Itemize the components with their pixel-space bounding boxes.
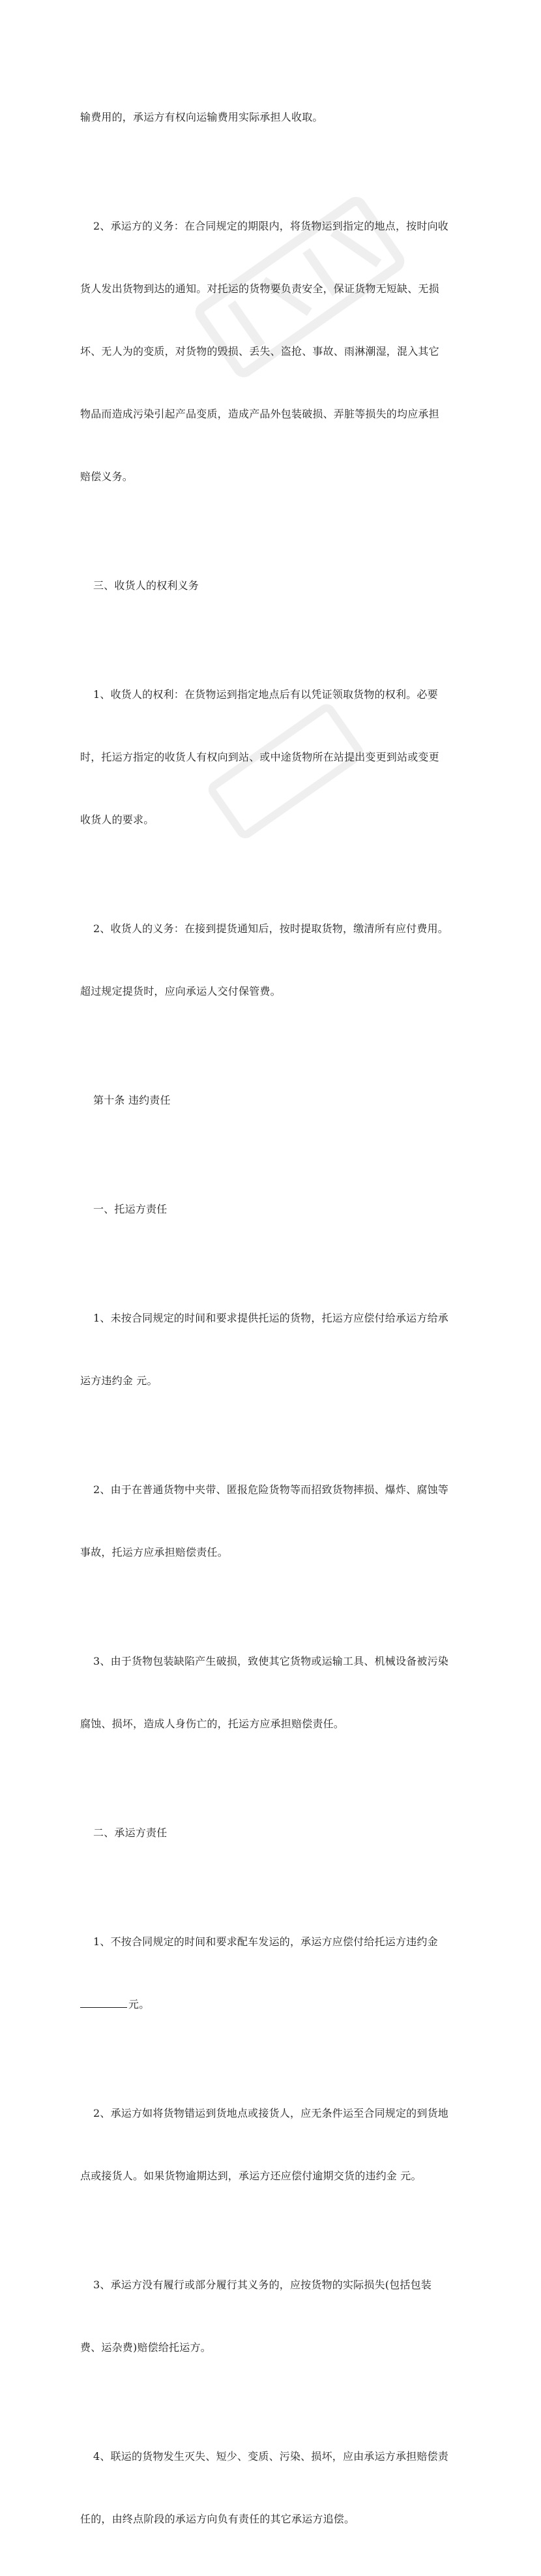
text-line: 第十条 违约责任 [93,1094,171,1106]
text-line: 费、运杂费)赔偿给托运方。 [80,2341,211,2354]
paragraph [80,877,465,1044]
text-line: 点或接货人。如果货物逾期达到，承运方还应偿付逾期交货的违约金 元。 [80,2170,422,2182]
paragraph [80,1266,465,1433]
text-line: 2、承运方如将货物错运到货地点或接货人，应无条件运至合同规定的到货地 [93,2107,448,2119]
text-line: 赔偿义务。 [80,470,134,483]
paragraph [80,174,465,529]
text-line: 超过规定提货时，应向承运人交付保管费。 [80,985,281,997]
text-line: 收货人的要求。 [80,813,154,826]
paragraph [80,643,465,872]
text-line: 三、收货人的权利义务 [93,579,199,592]
section-heading [80,1781,465,1885]
text-line: 4、联运的货物发生灭失、短少、变质、污染、损坏，应由承运方承担赔偿责 [93,2450,448,2462]
text-line: 2、收货人的义务：在接到提货通知后，按时提取货物，缴清所有应付费用。 [93,922,448,935]
paragraph [80,65,465,170]
text-line: 一、托运方责任 [93,1203,168,1215]
paragraph [80,2061,465,2228]
text-line: 任的，由终点阶段的承运方向负有责任的其它承运方追偿。 [80,2513,355,2525]
text-line: 1、未按合同规定的时间和要求提供托运的货物，托运方应偿付给承运方给承 [93,1312,448,1324]
article-heading [80,1048,465,1153]
paragraph [80,1438,465,1605]
text-line: 运方违约金 元。 [80,1374,158,1387]
text-line: 1、不按合同规定的时间和要求配车发运的，承运方应偿付给托运方违约金 [93,1935,438,1948]
text-line: 2、由于在普通货物中夹带、匿报危险货物等而招致货物摔损、爆炸、腐蚀等 [93,1483,448,1496]
section-heading [80,534,465,638]
text-line: 坏、无人为的变质，对货物的毁损、丢失、盗抢、事故、雨淋潮湿，混入其它 [80,345,439,357]
text-line: 腐蚀、损坏，造成人身伤亡的，托运方应承担赔偿责任。 [80,1718,345,1730]
paragraph [80,1609,465,1776]
blank-suffix: 元。 [128,1998,150,2010]
text-line: 3、承运方没有履行或部分履行其义务的，应按货物的实际损失(包括包装 [93,2279,432,2291]
document-body [80,65,465,2576]
text-line: 物品而造成污染引起产品变质，造成产品外包装破损、弄脏等损失的均应承担 [80,408,439,420]
blank-line [80,1994,465,2015]
text-line: 输费用的，承运方有权向运输费用实际承担人收取。 [80,111,323,123]
text-line: 货人发出货物到达的通知。对托运的货物要负责安全，保证货物无短缺、无损 [80,282,439,295]
fill-in-blank [80,1994,127,2008]
text-line: 事故，托运方应承担赔偿责任。 [80,1546,228,1558]
text-line: 1、收货人的权利：在货物运到指定地点后有以凭证领取货物的权利。必要 [93,688,438,701]
paragraph [80,2404,465,2571]
text-line: 时，托运方指定的收货人有权向到站、或中途货物所在站提出变更到站或变更 [80,751,439,763]
text-line: 二、承运方责任 [93,1826,168,1839]
paragraph [80,2233,465,2400]
paragraph [80,1890,465,2057]
text-line: 3、由于货物包装缺陷产生破损，致使其它货物或运输工具、机械设备被污染 [93,1655,448,1667]
section-heading [80,1157,465,1262]
text-line: 2、承运方的义务：在合同规定的期限内，将货物运到指定的地点，按时向收 [93,220,448,232]
